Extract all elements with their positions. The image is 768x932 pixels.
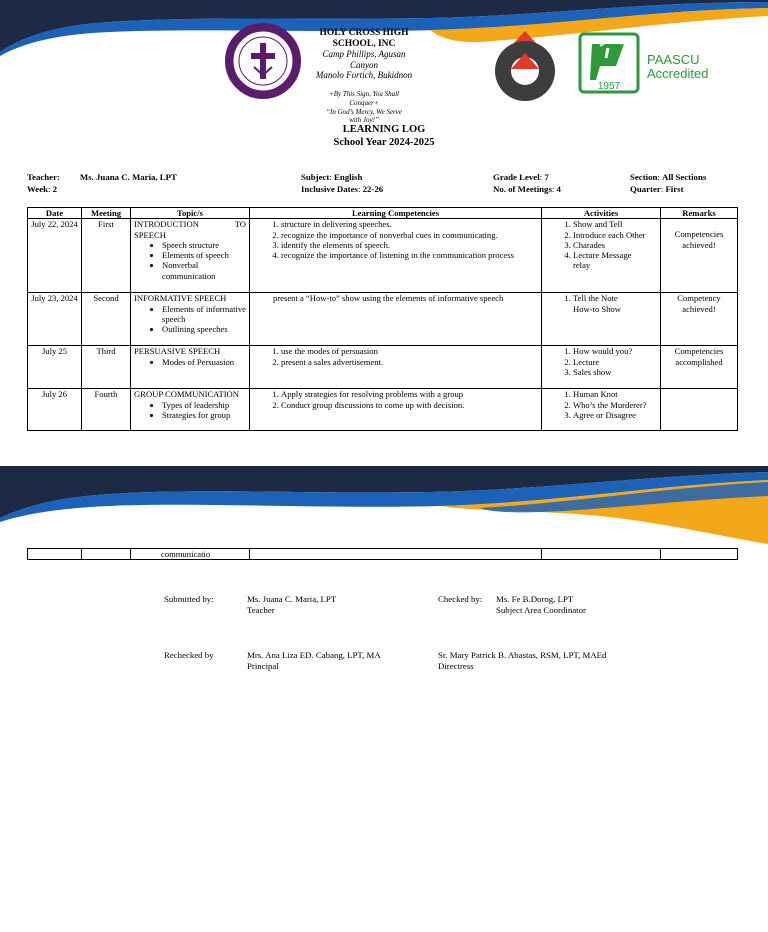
motto-line4: with Joy!” [349,116,379,125]
dates-label: Inclusive Dates [301,184,358,194]
quarter-label: Quarter [630,184,661,194]
row-remarks [661,389,738,431]
header-date: Date [28,208,82,219]
rechecked-by-block [247,650,381,672]
row-topic [131,549,250,560]
week-label: Week [27,184,49,194]
row-competencies [250,293,542,346]
activity-item: 1. Tell the Note How-to Show [573,293,633,314]
competency-item: 2. Conduct group discussions to come up with decision. [281,400,538,410]
row-date: July 26 [28,389,82,431]
topic-title: INFORMATIVE SPEECH [134,293,227,304]
section-value: All Sections [662,172,707,182]
table-row [28,389,738,431]
paascu-accredited-logo [578,32,726,96]
row-competencies [250,219,542,293]
row-remarks: Competencies accomplished [661,346,738,389]
header-meeting: Meeting [82,208,131,219]
activity-item: 4. Lecture Message relay [573,250,637,271]
row-activities [542,389,661,431]
topic-title: PERSUASIVE SPEECH [134,346,221,357]
school-address-line1: Camp Phillips, Agusan [322,49,406,59]
rechecked-role: Principal [247,661,279,671]
teacher-info: Teacher: Ms. Juana C. Maria, LPT Week: 2 [27,172,177,194]
row-topic [131,389,250,431]
directress-role: Directress [438,661,474,671]
section-info: Section: All Sections Quarter: First [630,172,707,194]
page2-header-banner [0,466,768,546]
school-address-line2: Canyon [350,59,378,70]
row-meeting: First [82,219,131,293]
subject-label: Subject [301,172,330,182]
topic-continuation: communicatio [161,549,211,559]
subtopic-item: • Strategies for group [162,410,246,420]
accreditation-emblem-logo [487,29,563,105]
motto-line1: +By This Sign, You Shall [328,90,399,98]
table-row [28,549,738,560]
school-address-line3: Manolo Fortich, Bukidnon [315,70,413,80]
motto-line3: “In God’s Mercy, We Serve [326,107,402,116]
subtopic-item: • Modes of Persuasion [162,357,246,367]
row-activities [542,346,661,389]
subject-value: English [334,172,363,182]
week-value: 2 [52,184,58,194]
directress-name: Sr. Mary Patrick B. Abastas, RSM, LPT, MAEd [438,650,607,660]
row-competencies [250,549,542,560]
row-date: July 22, 2024 [28,219,82,293]
subtopic-item: • Elements of speech [162,250,246,260]
checked-by-label: Checked by: [438,594,483,604]
grade-label: Grade Level [493,172,540,182]
accreditation-year: 1957 [597,81,621,92]
header-activities: Activities [542,208,661,219]
checked-name: Ms. Fe B.Dorog, LPT [496,594,574,604]
table-row [28,293,738,346]
table-row [28,346,738,389]
row-date: July 25 [28,346,82,389]
subtopic-item: • Elements of informative speech [162,304,246,325]
activity-item: 1. Show and Tell [573,219,657,229]
subtopic-item: • Speech structure [162,240,246,250]
subtopic-item: • Outlining speeches [162,324,246,334]
competency-item: 2. present a sales advertisement. [281,357,538,367]
competency-item: 3. identify the elements of speech. [281,240,538,250]
grade-value: 7 [544,172,549,182]
meetings-value: 4 [556,184,561,194]
meetings-label: No. of Meetings [493,184,552,194]
learning-log-table [27,207,738,431]
document-title [300,124,468,149]
school-year: School Year 2024-2025 [333,136,435,148]
row-topic [131,219,250,293]
school-seal-logo [225,23,301,99]
learning-log-table-continued [27,548,738,560]
row-meeting: Third [82,346,131,389]
accreditation-org: PAASCU [647,52,700,67]
competency-item: 1. structure in delivering speeches. [281,219,538,229]
remarks-text: Competencies achieved! [674,229,724,250]
rechecked-by-label: Rechecked by [164,650,214,660]
competency-item: 1. Apply strategies for resolving problems with a group [281,389,538,399]
dates-value: 22-26 [362,184,384,194]
header-competencies: Learning Competencies [250,208,542,219]
checked-by-block [496,594,586,616]
row-competencies [250,346,542,389]
activity-item: 3. Sales show [573,367,657,377]
competency-item: 2. recognize the importance of nonverbal cues in communicating. [281,230,538,240]
topic-title: GROUP COMMUNICATION [134,389,239,400]
header-topics: Topic/s [131,208,250,219]
teacher-value: Ms. Juana C. Maria, LPT [79,172,177,182]
subject-info: Subject: English Inclusive Dates: 22-26 [301,172,384,194]
submitted-role: Teacher [247,605,275,615]
competency-item: 4. recognize the importance of listening in the communication process [281,250,538,260]
section-label: Section [630,172,658,182]
row-date [28,549,82,560]
motto-line2: Conquer+ [349,98,379,107]
table-header-row [28,208,738,219]
activity-item: 2. Lecture [573,357,657,367]
school-name-line1: HOLY CROSS HIGH [319,28,409,38]
submitted-name: Ms. Juana C. Maria, LPT [247,594,337,604]
row-topic [131,293,250,346]
quarter-value: First [665,184,684,194]
competency-item: 1. use the modes of persuasion [281,346,538,356]
row-topic [131,346,250,389]
accreditation-label: Accredited [647,66,709,81]
row-remarks [661,549,738,560]
subtopic-item: • Types of leadership [162,400,246,410]
row-meeting: Second [82,293,131,346]
row-activities [542,293,661,346]
school-name-line2: SCHOOL, INC [332,38,396,49]
teacher-label: Teacher [27,172,57,182]
table-row [28,219,738,293]
row-remarks: Competency achieved! [661,293,738,346]
grade-info: Grade Level: 7 No. of Meetings: 4 [493,172,561,194]
header-remarks: Remarks [661,208,738,219]
row-date: July 23, 2024 [28,293,82,346]
submitted-by-label: Submitted by: [164,594,214,604]
competency-text: present a “How-to” show using the elements of informative speech [273,293,504,304]
row-competencies [250,389,542,431]
directress-block [438,650,606,672]
learning-log-title: LEARNING LOG [342,124,426,135]
rechecked-name: Mrs. Ana Liza ED. Cabang, LPT, MA [247,650,381,660]
school-header [305,28,423,81]
row-activities [542,549,661,560]
submitted-by-block [247,594,336,616]
activity-item: 1. How would you? [573,346,657,356]
activity-item: 3. Charades [573,240,657,250]
row-meeting [82,549,131,560]
activity-item: 2. Who’s the Murderer? [573,400,657,410]
school-motto [312,90,416,125]
topic-title: INTRODUCTION TO SPEECH [134,219,246,240]
row-activities [542,219,661,293]
activity-item: 2. Introduce each Other [573,230,657,240]
activity-item: 3. Agree or Disagree [573,410,657,420]
row-remarks [661,219,738,293]
checked-role: Subject Area Coordinator [496,605,586,615]
activity-item: 1. Human Knot [573,389,657,399]
subtopic-item: • Nonverbal communication [162,260,246,281]
row-meeting: Fourth [82,389,131,431]
